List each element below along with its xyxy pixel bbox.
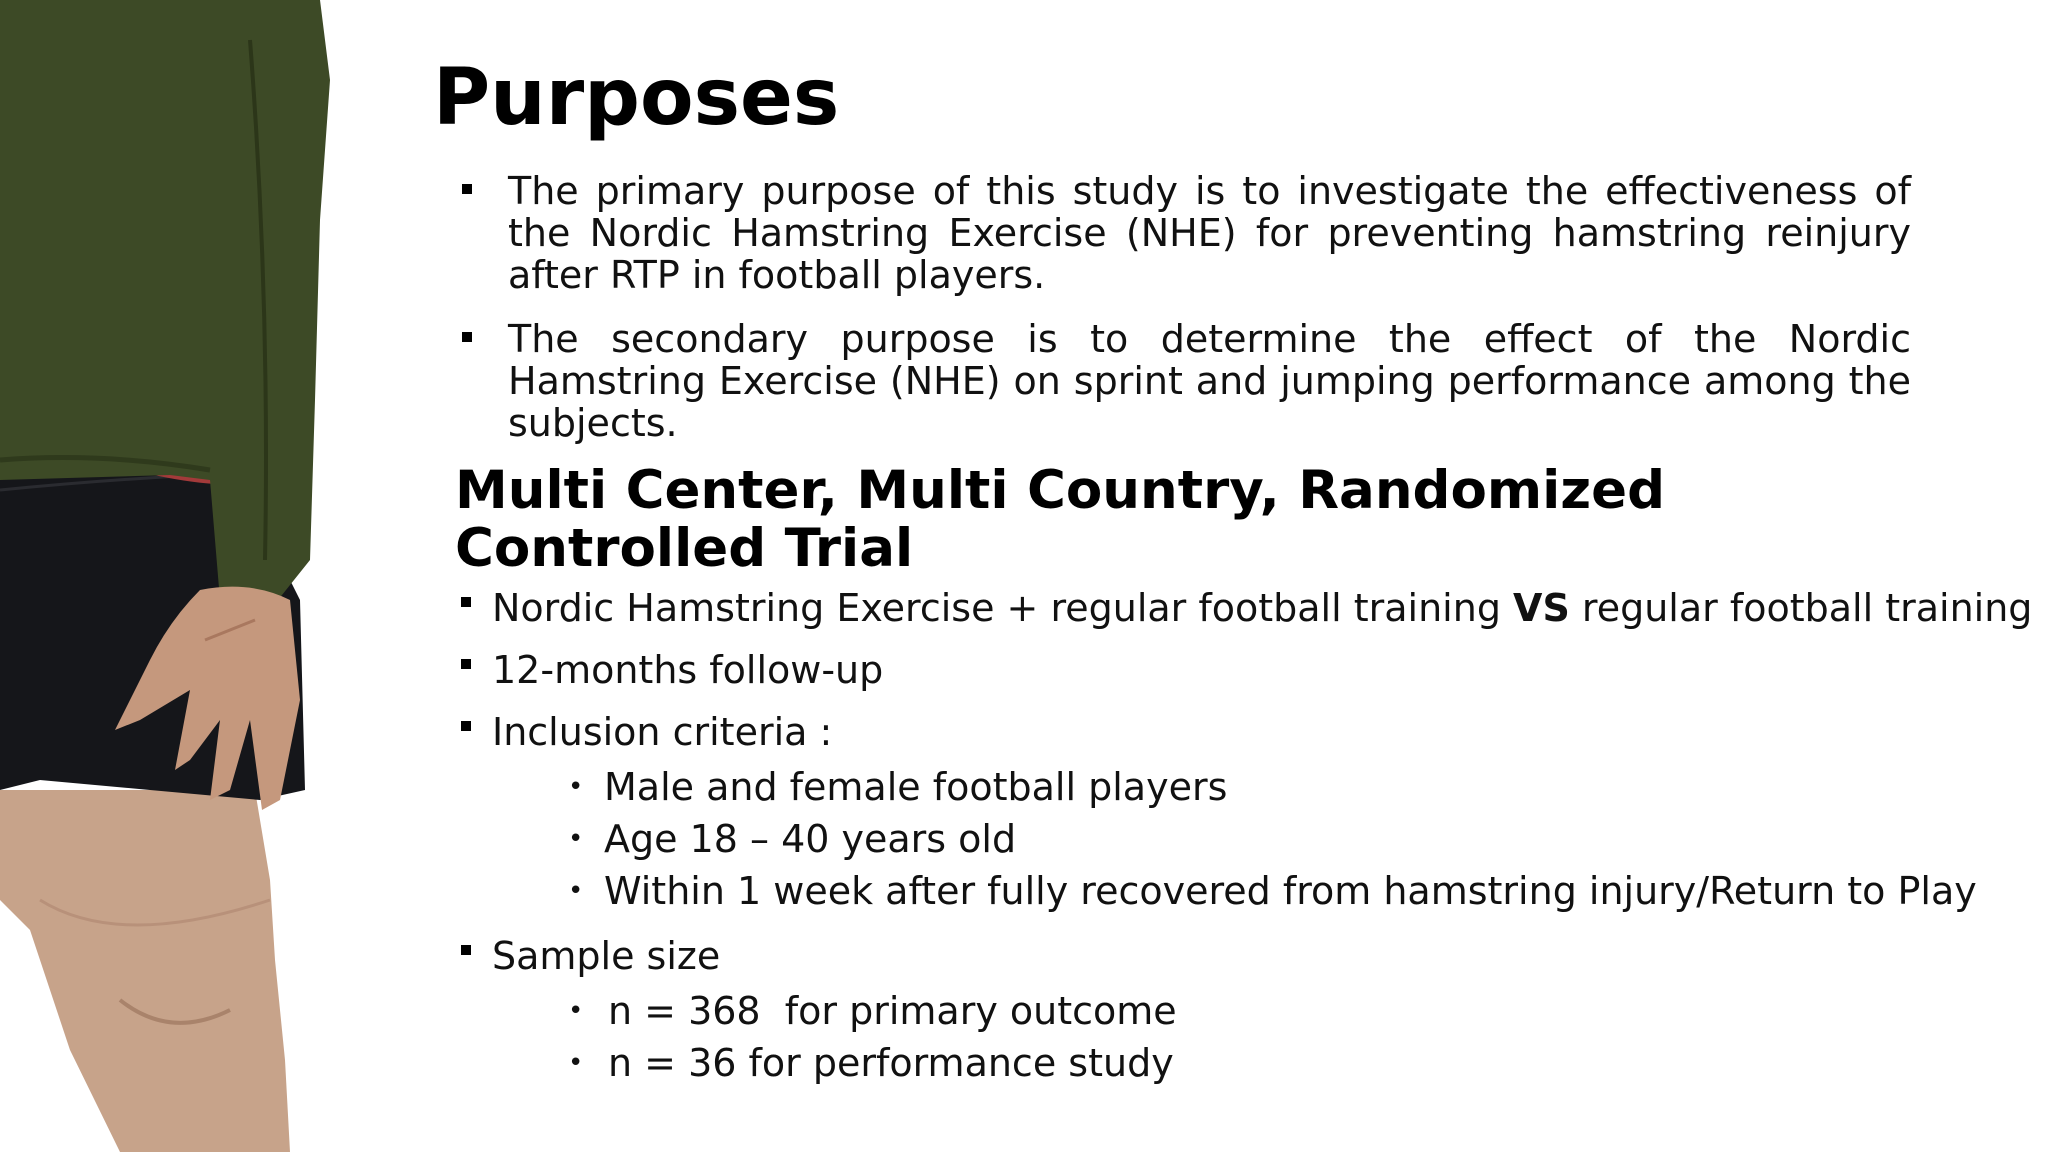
list-item bbox=[492, 761, 2018, 813]
square-bullet-icon bbox=[461, 721, 471, 731]
list-item bbox=[492, 985, 2018, 1037]
inclusion-item-text: Within 1 week after fully recovered from hamstring injury/Return to Play bbox=[604, 869, 1977, 913]
list-item bbox=[458, 709, 2018, 917]
square-bullet-icon bbox=[461, 597, 471, 607]
list-item bbox=[492, 865, 2018, 917]
vs-label: VS bbox=[1513, 586, 1570, 630]
sample-item-text: n = 36 for performance study bbox=[608, 1041, 1174, 1085]
inclusion-item-text: Male and female football players bbox=[604, 765, 1228, 809]
list-item bbox=[492, 1037, 2018, 1089]
intervention-text: Nordic Hamstring Exercise + regular football training bbox=[492, 586, 1501, 630]
purposes-list bbox=[458, 170, 1911, 466]
list-item bbox=[458, 585, 2033, 631]
sample-size-list bbox=[492, 985, 2018, 1089]
control-text: regular football training bbox=[1581, 586, 2033, 630]
round-bullet-icon: • bbox=[568, 772, 584, 802]
sample-size-label: Sample size bbox=[492, 934, 721, 978]
trial-heading: Multi Center, Multi Country, Randomized Controlled Trial bbox=[455, 460, 1666, 579]
list-item bbox=[458, 933, 2018, 1089]
primary-purpose-text: The primary purpose of this study is to investigate the effectiveness of the Nordic Hamstring Exercise (NHE) for preventing hamstring reinjury after RTP in football players. bbox=[508, 169, 1911, 297]
round-bullet-icon: • bbox=[568, 824, 584, 854]
list-item bbox=[458, 647, 2018, 693]
square-bullet-icon bbox=[462, 332, 472, 342]
inclusion-label: Inclusion criteria : bbox=[492, 710, 833, 754]
round-bullet-icon: • bbox=[568, 996, 584, 1026]
sample-item-text: n = 368 for primary outcome bbox=[608, 989, 1177, 1033]
list-item bbox=[458, 170, 1911, 296]
round-bullet-icon: • bbox=[568, 876, 584, 906]
follow-up-text: 12-months follow-up bbox=[492, 648, 884, 692]
square-bullet-icon bbox=[461, 659, 471, 669]
person-hamstring-photo bbox=[0, 0, 340, 1152]
list-item bbox=[492, 813, 2018, 865]
square-bullet-icon bbox=[462, 184, 472, 194]
square-bullet-icon bbox=[461, 945, 471, 955]
inclusion-criteria-list bbox=[492, 761, 2018, 917]
round-bullet-icon: • bbox=[568, 1048, 584, 1078]
secondary-purpose-text: The secondary purpose is to determine the effect of the Nordic Hamstring Exercise (NHE) on sprint and jumping performance among the subjects. bbox=[508, 317, 1911, 445]
trial-design-list bbox=[458, 585, 2033, 1105]
list-item bbox=[458, 318, 1911, 444]
inclusion-item-text: Age 18 – 40 years old bbox=[604, 817, 1017, 861]
slide-title: Purposes bbox=[433, 53, 840, 143]
